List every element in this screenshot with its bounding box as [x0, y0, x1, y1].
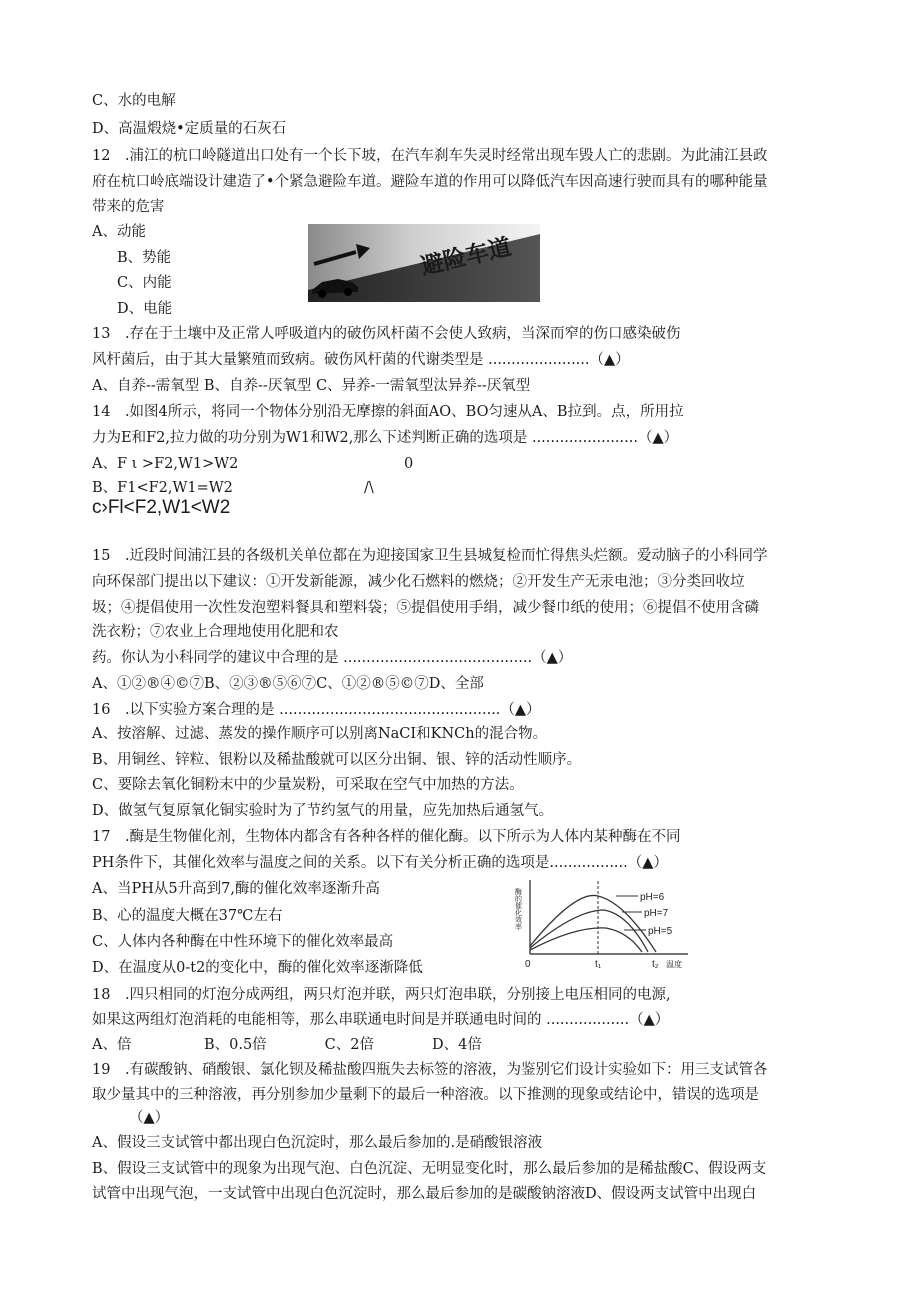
q13-line-2: 风杆菌后，由于其大量繁殖而致病。破伤风杆菌的代谢类型是 ......................（▲） [92, 352, 630, 368]
fig14-slopes: /\ [364, 480, 374, 496]
x-unit-label: 温度 [666, 960, 682, 969]
q12-line-2: 府在杭口岭底端设计建造了•个紧急避险车道。避险车道的作用可以降低汽车因高速行驶而具有的哪种能量 [92, 174, 768, 190]
q15-line-2: 向环保部门提出以下建议：①开发新能源，减少化石燃料的燃烧；②开发生产无汞电池；③分类回收垃 [92, 574, 745, 590]
q14-option-b: B、F1<F2,W1=W2 [92, 480, 233, 496]
q17-option-c: C、人体内各种酶在中性环境下的催化效率最高 [92, 934, 394, 950]
escape-ramp-figure [308, 224, 540, 302]
curve-ph7 [530, 910, 648, 952]
y-axis-label: 酶的催化效率 [514, 888, 522, 930]
q12-option-a: A、动能 [92, 224, 146, 240]
q12-option-d: D、电能 [117, 301, 173, 317]
label-ph7: pH=7 [644, 908, 669, 919]
q12-line-3: 带来的危害 [92, 199, 165, 215]
q17-line-1: 17 .酶是生物催化剂，生物体内都含有各种各样的催化酶。以下所示为人体内某种酶在不同 [92, 829, 681, 845]
q19-answer-marker: （▲） [129, 1110, 170, 1126]
q14-option-a: A、F ι >F2,W1>W2 [92, 456, 239, 472]
x-t2-label: t₂ [652, 959, 659, 970]
q19-option-c-d: 试管中出现气泡，一支试管中出现白色沉淀时，那么最后参加的是碳酸钠溶液D、假设两支试管中出现白 [92, 1186, 757, 1202]
q17-option-b: B、心的温度大概在37℃左右 [92, 908, 283, 924]
q15-line-3: 圾；④提倡使用一次性发泡塑料餐具和塑料袋；⑤提倡使用手绢，减少餐巾纸的使用；⑥提倡不使用含磷 [92, 600, 759, 616]
q17-option-a: A、当PH从5升高到7,酶的催化效率逐渐升高 [92, 881, 380, 897]
ramp-sign-text: 避险车道 [418, 233, 514, 280]
q18-options: A、倍 B、0.5倍 C、2倍 D、4倍 [92, 1037, 482, 1053]
q14-line-2: 力为E和F2,拉力做的功分别为W1和W2,那么下述判断正确的选项是 .......................（▲） [92, 430, 679, 446]
x-origin-label: 0 [525, 959, 531, 970]
q13-line-1: 13 .存在于土壤中及正常人呼吸道内的破伤风杆菌不会使人致病，当深而窄的伤口感染破伤 [92, 326, 681, 342]
q16-option-c: C、要除去氧化铜粉末中的少量炭粉，可采取在空气中加热的方法。 [92, 777, 524, 793]
q17-line-2: PH条件下，其催化效率与温度之间的关系。以下有关分析正确的选项是.................（▲） [92, 855, 668, 871]
q12-line-1: 12 .浦江的杭口岭隧道出口处有一个长下坡，在汽车刹车失灵时经常出现车毁人亡的悲剧。为此浦江县政 [92, 148, 768, 164]
label-ph6: pH=6 [640, 892, 665, 903]
option-11d: D、高温煅烧•定质量的石灰石 [92, 121, 287, 137]
q12-option-b: B、势能 [117, 250, 172, 266]
label-ph5: pH=5 [648, 926, 673, 937]
q19-line-2: 取少量其中的三种溶液，再分别参加少量剩下的最后一种溶液。以下推测的现象或结论中，错误的选项是 [92, 1087, 759, 1103]
q19-option-a: A、假设三支试管中都出现白色沉淀时，那么最后参加的.是硝酸银溶液 [92, 1135, 543, 1151]
q14-option-c: c›Fl<F2,W1<W2 [92, 497, 231, 518]
q16-option-a: A、按溶解、过滤、蒸发的操作顺序可以别离NaCI和KNCh的混合物。 [92, 726, 548, 742]
q16-option-b: B、用铜丝、锌粒、银粉以及稀盐酸就可以区分出铜、银、锌的活动性顺序。 [92, 752, 582, 768]
q18-line-1: 18 .四只相同的灯泡分成两组，两只灯泡并联，两只灯泡串联，分别接上电压相同的电源, [92, 987, 671, 1003]
fig14-o-label: 0 [404, 456, 414, 472]
q15-line-1: 15 .近段时间浦江县的各级机关单位都在为迎接国家卫生县城复检而忙得焦头烂额。爱动脑子的小科同学 [92, 548, 768, 564]
curve-ph5 [530, 928, 642, 952]
q15-line-4: 洗衣粉；⑦农业上合理地使用化肥和农 [92, 624, 339, 640]
q12-option-c: C、内能 [117, 275, 172, 291]
q17-option-d: D、在温度从0-t2的变化中，酶的催化效率逐渐降低 [92, 960, 423, 976]
q16-option-d: D、做氢气复原氧化铜实验时为了节约氢气的用量，应先加热后通氢气。 [92, 803, 554, 819]
enzyme-graph [516, 876, 696, 970]
q19-line-1: 19 .有碳酸钠、硝酸银、氯化钡及稀盐酸四瓶失去标签的溶液，为鉴别它们设计实验如下：用三支试管各 [92, 1062, 768, 1078]
q15-line-5: 药。你认为小科同学的建议中合理的是 .........................................（▲） [92, 650, 573, 666]
option-11c: C、水的电解 [92, 93, 176, 109]
q16-stem: 16 .以下实验方案合理的是 ................................................（▲） [92, 702, 541, 718]
q13-options: A、自养--需氧型 B、自养--厌氧型 C、异养-一需氧型汰异养--厌氧型 [92, 378, 531, 394]
curve-ph6 [530, 895, 656, 952]
q19-option-b: B、假设三支试管中的现象为出现气泡、白色沉淀、无明显变化时，那么最后参加的是稀盐酸C、假设两支 [92, 1161, 767, 1177]
q15-options: A、①②®④©⑦B、②③®⑤⑥⑦C、①②®⑤©⑦D、全部 [92, 676, 484, 692]
q18-line-2: 如果这两组灯泡消耗的电能相等，那么串联通电时间是并联通电时间的 ..................（▲） [92, 1012, 670, 1028]
x-t1-label: t₁ [595, 959, 602, 970]
q14-line-1: 14 .如图4所示，将同一个物体分别沿无摩擦的斜面AO、BO匀速从A、B拉到。点，所用拉 [92, 404, 684, 420]
